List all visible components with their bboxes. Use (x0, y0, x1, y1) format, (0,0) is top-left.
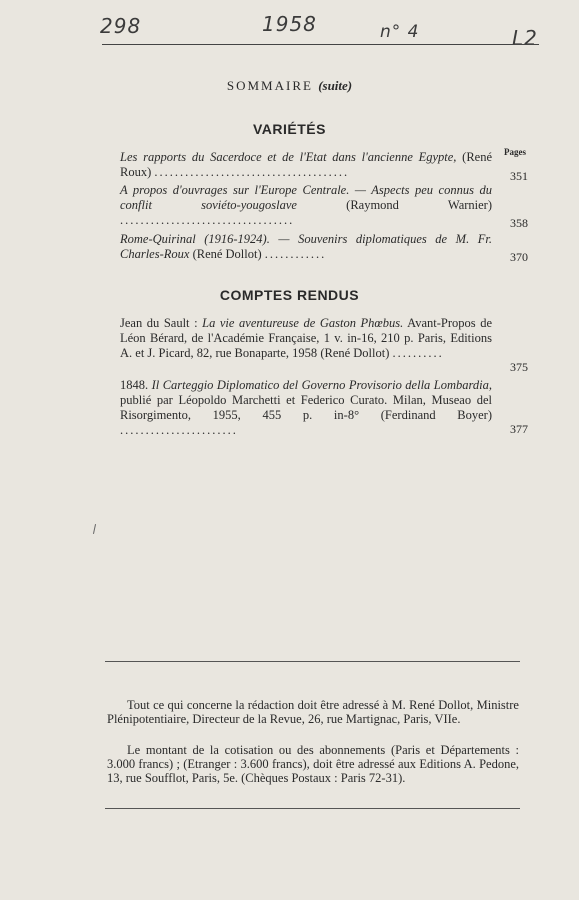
entry-page: 377 (510, 422, 528, 436)
entry-author: (Raymond Warnier) (346, 198, 493, 212)
comptes-rendus-title: COMPTES RENDUS (219, 287, 360, 303)
review-entry[interactable]: Jean du Sault : La vie aventureuse de Gaston Phœbus. Avant-Propos de Léon Bérard, de l'Académie Française, 1 v. in-16, 210 p. Paris, Editions A. et J. Picard, 82, rue Bonaparte, 1958 (René Dollot) .......... (120, 316, 492, 360)
entry-details: publié par Léopoldo Marchetti et Federico Curato. Milan, Museao del Risorgimento, 1955, 455 p. in-8° (120, 393, 492, 422)
sommaire-suite: (suite) (318, 78, 353, 93)
entry-title: A propos d'ouvrages sur l'Europe Centrale. — Aspects peu connus du conflit soviéto-yougoslave (120, 183, 492, 212)
pages-column-header: Pages (504, 147, 526, 157)
entry-title: Rome-Quirinal (1916-1924). — Souvenirs diplomatiques de M. Fr. Charles-Roux (120, 232, 492, 261)
handwritten-note: L2 (512, 26, 538, 50)
toc-entry[interactable]: Rome-Quirinal (1916-1924). — Souvenirs diplomatiques de M. Fr. Charles-Roux (René Dollot) ............ (120, 232, 492, 261)
entry-lead: Jean du Sault : (120, 316, 198, 330)
entry-details: Avant-Propos de Léon Bérard, de l'Académie Française, 1 v. in-16, 210 p. Paris, Editions A. et J. Picard, 82, rue Bonaparte, 1958 (120, 316, 492, 360)
toc-entry[interactable]: Les rapports du Sacerdoce et de l'Etat dans l'ancienne Egypte, (René Roux) ...................................... (120, 150, 493, 179)
handwritten-note: 1958 (262, 12, 317, 36)
handwritten-note: n° 4 (380, 22, 420, 42)
entry-page: 375 (510, 360, 528, 374)
top-rule (102, 44, 539, 45)
entry-author: (Ferdinand Boyer) (380, 408, 493, 422)
handwritten-note: 298 (100, 14, 142, 38)
review-entry[interactable]: 1848. Il Carteggio Diplomatico del Governo Provisorio della Lombardia, publié par Léopoldo Marchetti et Federico Curato. Milan, Museao del Risorgimento, 1955, 455 p. in-8° (Ferdinand Boyer) ....................... (120, 378, 493, 437)
entry-author: (René Dollot) (192, 247, 262, 261)
varietes-title: VARIÉTÉS (253, 121, 326, 137)
pencil-mark (93, 524, 96, 534)
editorial-address-note: Tout ce qui concerne la rédaction doit être adressé à M. René Dollot, Ministre Plénipotentiaire, Directeur de la Revue, 26, rue Martignac, Paris, VIIe. (107, 697, 519, 726)
entry-page: 370 (510, 250, 528, 264)
entry-title: Il Carteggio Diplomatico del Governo Provisorio della Lombardia, (151, 378, 492, 392)
entry-author: (René Roux) (120, 150, 493, 179)
entry-title: La vie aventureuse de Gaston Phœbus. (202, 316, 404, 330)
entry-title: Les rapports du Sacerdoce et de l'Etat dans l'ancienne Egypte, (120, 150, 457, 164)
entry-author: (René Dollot) (320, 346, 390, 360)
toc-entry[interactable]: A propos d'ouvrages sur l'Europe Centrale. — Aspects peu connus du conflit soviéto-yougoslave (Raymond Warnier) .................................. (120, 183, 493, 227)
entry-page: 358 (510, 216, 528, 230)
footer-rule-top (105, 661, 520, 662)
footer-rule-bottom (105, 808, 520, 809)
sommaire-title: SOMMAIRE (226, 78, 313, 93)
entry-lead: 1848. (120, 378, 149, 392)
page-heading (0, 78, 579, 94)
entry-page: 351 (510, 169, 528, 183)
subscription-note: Le montant de la cotisation ou des abonnements (Paris et Départements : 3.000 francs) ; (Etranger : 3.600 francs), doit être adressé aux Editions A. Pedone, 13, rue Soufflot, Paris, 5e. (Chèques Postaux : Paris 72-31). (107, 742, 519, 785)
